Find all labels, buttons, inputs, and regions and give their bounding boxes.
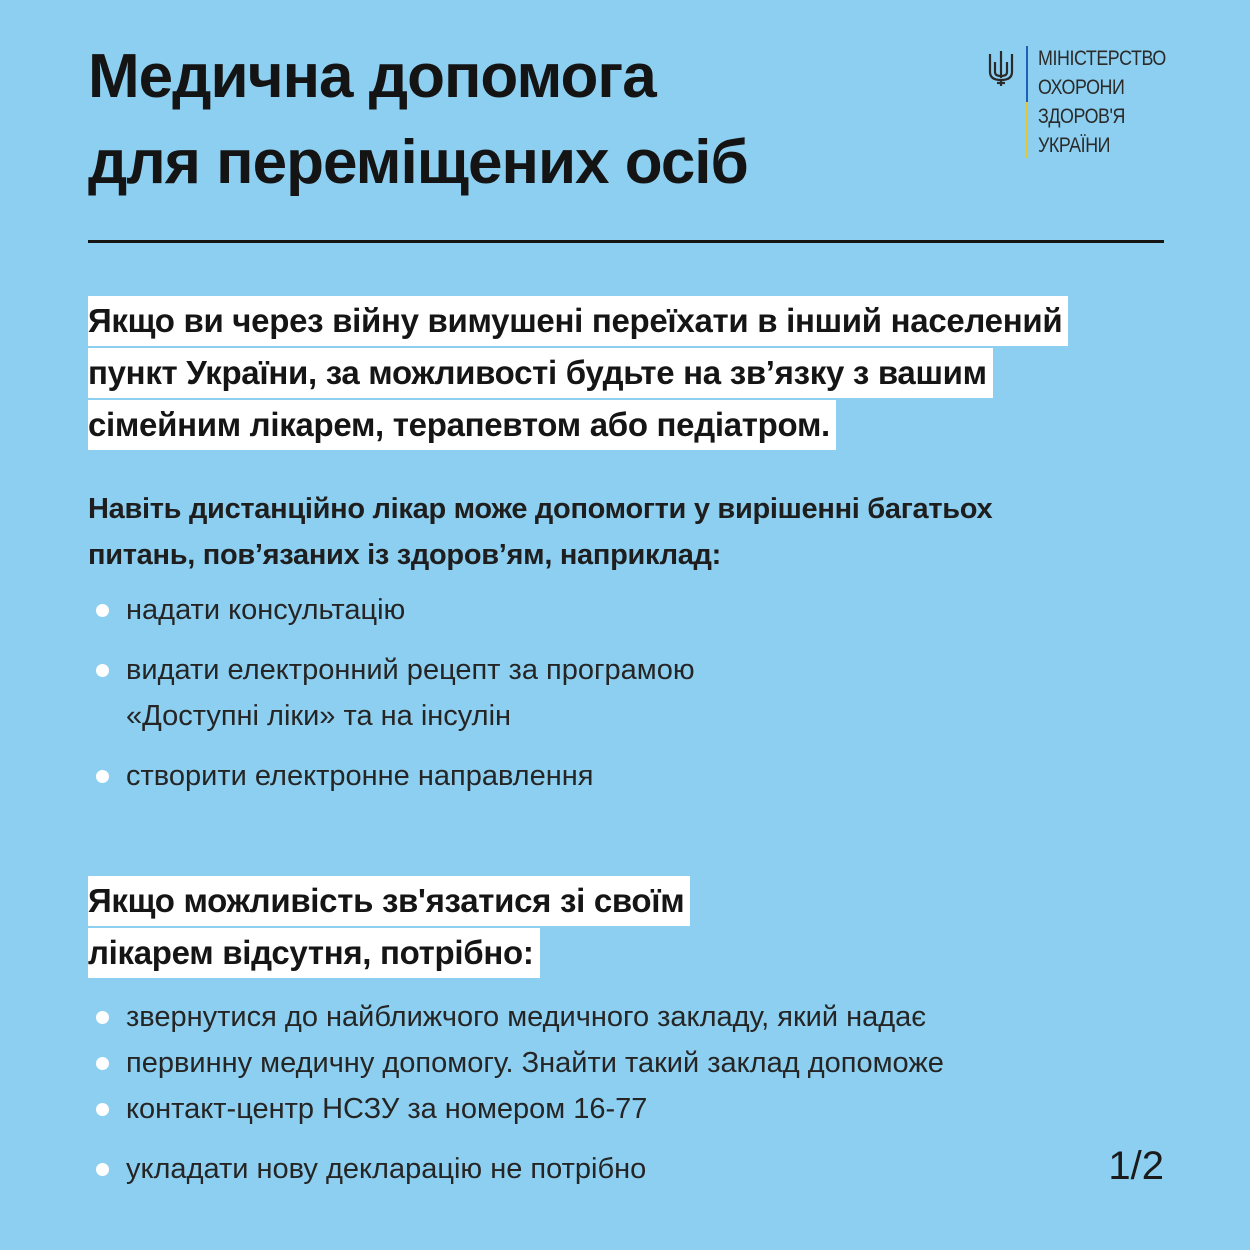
highlight-line: Якщо ви через війну вимушені переїхати в інший населений [88, 296, 1068, 346]
highlight-paragraph-2 [88, 876, 690, 980]
no-doctor-list [92, 994, 944, 1192]
ministry-name-line: МІНІСТЕРСТВО [1038, 47, 1166, 70]
title-line-1: Медична допомога [88, 42, 656, 111]
highlight-line: лікарем відсутня, потрібно: [88, 928, 540, 978]
doctor-help-list [92, 587, 695, 799]
list-item [92, 1040, 944, 1086]
ministry-name-line: ОХОРОНИ [1038, 76, 1125, 99]
highlight-paragraph-1 [88, 296, 1068, 452]
bullet-icon [96, 1011, 109, 1024]
bullet-icon [96, 1057, 109, 1070]
list-item [92, 1086, 944, 1132]
list-item [92, 1146, 944, 1192]
list-item [92, 753, 695, 799]
page-number: 1/2 [1108, 1144, 1164, 1188]
list-item [92, 587, 695, 633]
list-item-text: звернутися до найближчого медичного закладу, який надає [126, 1001, 927, 1033]
list-item [92, 647, 695, 739]
ministry-logo [986, 44, 1176, 164]
bullet-icon [96, 1163, 109, 1176]
title-divider [88, 240, 1164, 243]
list-item [92, 994, 944, 1040]
ministry-name-line: ЗДОРОВ'Я [1038, 105, 1125, 128]
trident-icon [986, 48, 1016, 88]
highlight-line: сімейним лікарем, терапевтом або педіатром. [88, 400, 836, 450]
logo-divider-yellow [1026, 102, 1028, 158]
intro-line-2: питань, пов’язаних із здоров’ям, наприклад: [88, 539, 722, 571]
list-item-text: надати консультацію [126, 594, 406, 626]
intro-line-1: Навіть дистанційно лікар може допомогти у вирішенні багатьох [88, 493, 993, 525]
logo-divider-blue [1026, 46, 1028, 102]
title-line-2: для переміщених осіб [88, 128, 748, 197]
ministry-name-line: УКРАЇНИ [1038, 134, 1111, 157]
list-item-text: видати електронний рецепт за програмою [126, 654, 695, 686]
bullet-icon [96, 770, 109, 783]
bullet-icon [96, 664, 109, 677]
list-item-text: первинну медичну допомогу. Знайти такий заклад допоможе [126, 1047, 944, 1079]
list-item-text: укладати нову декларацію не потрібно [126, 1153, 647, 1185]
intro-paragraph [88, 486, 1168, 578]
bullet-icon [96, 604, 109, 617]
bullet-icon [96, 1103, 109, 1116]
list-item-text: створити електронне направлення [126, 760, 594, 792]
highlight-line: пункт України, за можливості будьте на зв’язку з вашим [88, 348, 993, 398]
ministry-name [1038, 44, 1166, 160]
highlight-line: Якщо можливість зв'язатися зі своїм [88, 876, 690, 926]
page-title [88, 34, 748, 206]
list-item-text: контакт-центр НСЗУ за номером 16-77 [126, 1093, 648, 1125]
list-item-text: «Доступні ліки» та на інсулін [126, 700, 512, 732]
